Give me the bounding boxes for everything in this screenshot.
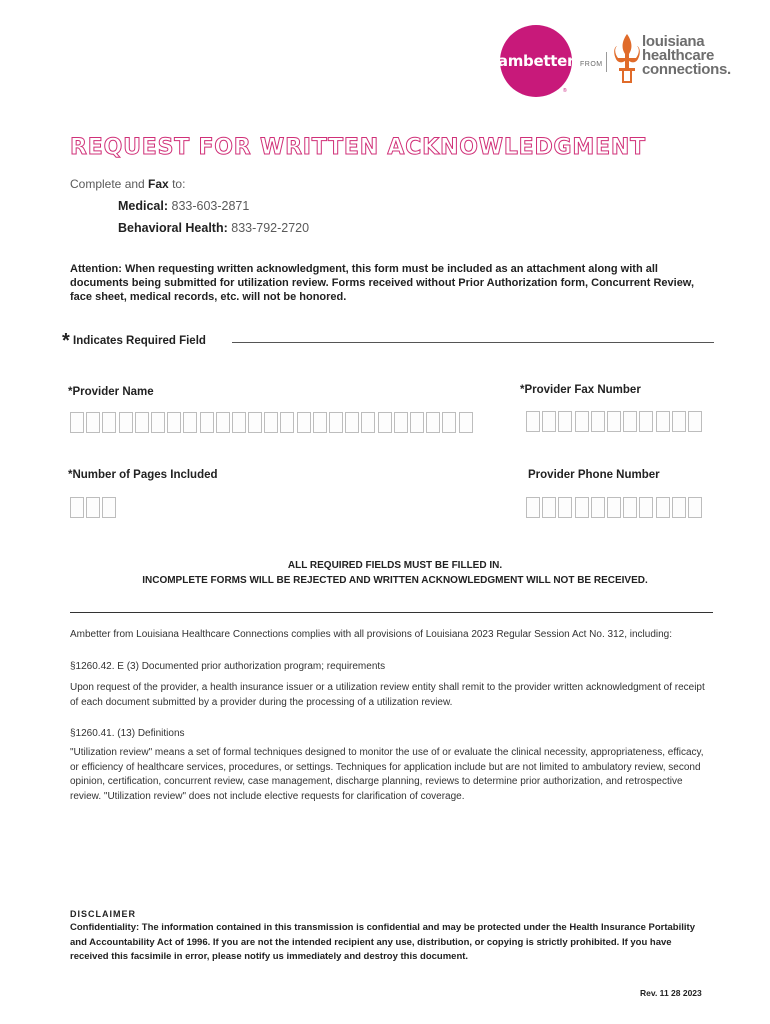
character-box[interactable] — [526, 497, 540, 518]
character-box[interactable] — [86, 497, 100, 518]
character-box[interactable] — [216, 412, 230, 433]
character-box[interactable] — [575, 497, 589, 518]
character-box[interactable] — [119, 412, 133, 433]
character-box[interactable] — [102, 412, 116, 433]
character-box[interactable] — [135, 412, 149, 433]
lhc-logo-line-2: healthcare — [642, 47, 715, 64]
provider-fax-label: *Provider Fax Number — [520, 384, 641, 396]
character-box[interactable] — [459, 412, 473, 433]
medical-fax — [118, 199, 249, 213]
character-box[interactable] — [248, 412, 262, 433]
lhc-logo-line-1: louisiana — [642, 33, 705, 50]
provider-name-label: *Provider Name — [68, 386, 154, 398]
attention-label: Attention: — [70, 263, 122, 275]
notice-line-2: INCOMPLETE FORMS WILL BE REJECTED AND WRITTEN ACKNOWLEDGMENT WILL NOT BE RECEIVED. — [142, 575, 648, 586]
section-divider — [70, 612, 713, 613]
character-box[interactable] — [639, 497, 653, 518]
character-box[interactable] — [232, 412, 246, 433]
character-box[interactable] — [542, 497, 556, 518]
medical-fax-label: Medical: — [118, 199, 169, 213]
legal-paragraph-5: "Utilization review" means a set of formal techniques designed to monitor the use of or evaluate the clinical necessity, appropriateness, efficacy, or efficiency of healthcare services, procedures, or settings. Techniques for application include but are not limited to ambulatory review, second opinion, certification, concurrent review, case management, discharge planning, reviews to determine prior authorization, and retrospective review. "Utilization review" does not include elective requests for clarification of coverage. — [70, 747, 704, 802]
character-box[interactable] — [86, 412, 100, 433]
behavioral-fax — [118, 221, 309, 235]
notice-line-1: ALL REQUIRED FIELDS MUST BE FILLED IN. — [287, 560, 503, 571]
attention-paragraph — [70, 262, 700, 304]
character-box[interactable] — [639, 411, 653, 432]
provider-phone-label: Provider Phone Number — [528, 469, 660, 481]
required-rule — [232, 342, 714, 343]
character-box[interactable] — [688, 411, 702, 432]
character-box[interactable] — [151, 412, 165, 433]
character-box[interactable] — [607, 497, 621, 518]
complete-instruction — [70, 177, 185, 191]
legal-paragraph-2: §1260.42. E (3) Documented prior authorization program; requirements — [70, 661, 386, 672]
character-box[interactable] — [623, 411, 637, 432]
character-box[interactable] — [688, 497, 702, 518]
from-label: FROM — [580, 61, 603, 68]
trademark-mark: ® — [563, 88, 567, 94]
character-box[interactable] — [672, 411, 686, 432]
logo-divider — [606, 52, 607, 72]
character-box[interactable] — [280, 412, 294, 433]
character-box[interactable] — [410, 412, 424, 433]
character-box[interactable] — [542, 411, 556, 432]
required-field-note: Indicates Required Field — [73, 335, 206, 347]
required-star: * — [62, 330, 70, 352]
character-box[interactable] — [345, 412, 359, 433]
disclaimer-title: DISCLAIMER — [70, 909, 136, 919]
revision-date: Rev. 11 28 2023 — [640, 988, 702, 998]
character-box[interactable] — [656, 411, 670, 432]
complete-post: to: — [168, 177, 186, 191]
character-box[interactable] — [623, 497, 637, 518]
character-box[interactable] — [378, 412, 392, 433]
ambetter-logo-text: ambetter — [497, 52, 575, 70]
behavioral-fax-label: Behavioral Health: — [118, 221, 228, 235]
ambetter-logo — [497, 25, 575, 97]
lhc-logo-line-3: connections. — [642, 61, 731, 78]
character-box[interactable] — [200, 412, 214, 433]
legal-paragraph-1: Ambetter from Louisiana Healthcare Connections complies with all provisions of Louisiana 2023 Regular Session Act No. 312, including: — [70, 629, 672, 640]
attention-text: When requesting written acknowledgment, this form must be included as an attachment along with all documents being submitted for utilization review. Forms received without Prior Authorization form, Concurrent Review, face sheet, medical records, etc. will not be honored. — [70, 263, 695, 303]
lhc-logo-text — [642, 35, 731, 77]
character-box[interactable] — [558, 497, 572, 518]
pages-input[interactable] — [70, 497, 119, 518]
complete-bold: Fax — [148, 177, 169, 191]
legal-paragraph-4: §1260.41. (13) Definitions — [70, 728, 185, 739]
character-box[interactable] — [313, 412, 327, 433]
character-box[interactable] — [526, 411, 540, 432]
legal-paragraph-3: Upon request of the provider, a health insurance issuer or a utilization review entity shall remit to the provider written acknowledgment of receipt of each document submitted by a provider during the processing of a utilization review. — [70, 682, 705, 708]
complete-pre: Complete and — [70, 177, 149, 191]
character-box[interactable] — [297, 412, 311, 433]
character-box[interactable] — [607, 411, 621, 432]
fleur-de-lis-icon — [613, 32, 641, 84]
character-box[interactable] — [70, 412, 84, 433]
medical-fax-value: 833-603-2871 — [168, 199, 250, 213]
provider-phone-input[interactable] — [526, 497, 704, 518]
character-box[interactable] — [591, 411, 605, 432]
character-box[interactable] — [167, 412, 181, 433]
provider-fax-input[interactable] — [526, 411, 704, 432]
character-box[interactable] — [329, 412, 343, 433]
character-box[interactable] — [558, 411, 572, 432]
required-fields-notice — [70, 558, 720, 588]
behavioral-fax-value: 833-792-2720 — [227, 221, 310, 235]
form-title: REQUEST FOR WRITTEN ACKNOWLEDGMENT — [70, 135, 646, 160]
character-box[interactable] — [426, 412, 440, 433]
character-box[interactable] — [264, 412, 278, 433]
character-box[interactable] — [361, 412, 375, 433]
character-box[interactable] — [575, 411, 589, 432]
character-box[interactable] — [591, 497, 605, 518]
disclaimer-text: Confidentiality: The information contained in this transmission is confidential and may be protected under the Health Insurance Portability and Accountability Act of 1996. If you are not the intended recipient any use, distribution, or copying is strictly prohibited. If you have received this facsimile in error, please notify us immediately and destroy this document. — [70, 922, 695, 962]
character-box[interactable] — [442, 412, 456, 433]
character-box[interactable] — [102, 497, 116, 518]
character-box[interactable] — [70, 497, 84, 518]
character-box[interactable] — [183, 412, 197, 433]
character-box[interactable] — [672, 497, 686, 518]
pages-label: *Number of Pages Included — [68, 469, 218, 481]
character-box[interactable] — [394, 412, 408, 433]
provider-name-input[interactable] — [70, 412, 475, 433]
character-box[interactable] — [656, 497, 670, 518]
